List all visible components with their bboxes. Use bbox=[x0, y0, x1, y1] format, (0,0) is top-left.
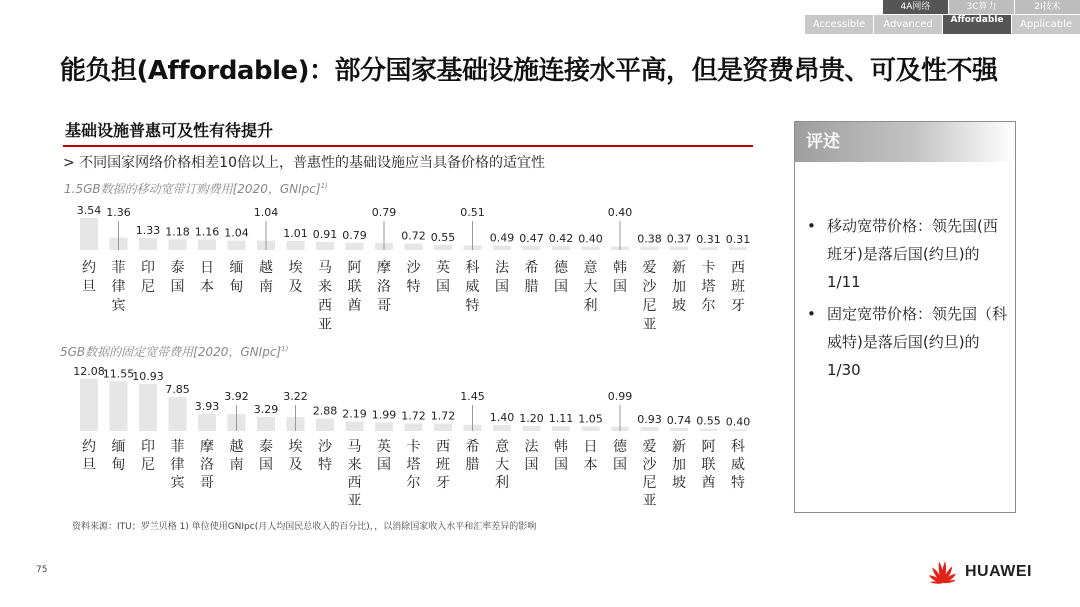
fixed-bar bbox=[729, 429, 747, 431]
mobile-broadband-price-chart bbox=[0, 200, 780, 340]
mobile-data-label: 0.79 bbox=[371, 206, 397, 219]
fixed-category-label: 甸 bbox=[111, 457, 126, 473]
mobile-category-label: 国 bbox=[170, 279, 185, 295]
fixed-category-label: 日 bbox=[583, 439, 598, 455]
fixed-category-label: 大 bbox=[495, 457, 509, 473]
fixed-broadband-price-chart bbox=[0, 362, 780, 512]
mobile-data-label: 0.55 bbox=[430, 231, 456, 245]
mobile-data-label: 0.40 bbox=[578, 232, 603, 246]
huawei-flower-icon bbox=[926, 559, 960, 585]
fixed-category-label: 沙 bbox=[318, 439, 332, 455]
fixed-category-label: 约 bbox=[82, 439, 96, 455]
fixed-bar bbox=[670, 428, 688, 431]
mobile-category-label: 塔 bbox=[701, 279, 716, 295]
mobile-data-label: 0.31 bbox=[696, 233, 721, 247]
mobile-category-label: 国 bbox=[436, 279, 450, 295]
fixed-category-label: 宾 bbox=[170, 475, 185, 491]
fixed-category-label: 缅 bbox=[111, 439, 126, 455]
mobile-data-label: 3.54 bbox=[76, 204, 102, 217]
fixed-data-label: 0.74 bbox=[666, 413, 692, 427]
mobile-category-label: 班 bbox=[731, 279, 745, 295]
fixed-category-label: 菲 bbox=[170, 439, 185, 455]
fixed-bar bbox=[198, 414, 216, 431]
fixed-category-label: 泰 bbox=[259, 439, 273, 455]
mobile-bar bbox=[169, 239, 187, 250]
fixed-bar bbox=[169, 397, 187, 431]
mobile-category-label: 阿 bbox=[347, 260, 362, 276]
mobile-bar bbox=[346, 243, 364, 250]
commentary-text: 移动宽带价格：领先国(西班牙)是落后国(约旦)的1/11 bbox=[827, 217, 998, 291]
fixed-data-label: 1.72 bbox=[401, 409, 426, 423]
mobile-bar bbox=[670, 247, 688, 250]
mobile-bar bbox=[582, 246, 600, 250]
fixed-data-label: 0.99 bbox=[607, 390, 633, 403]
fixed-category-label: 沙 bbox=[642, 457, 657, 473]
mobile-category-label: 希 bbox=[524, 260, 539, 276]
fixed-category-label: 来 bbox=[347, 457, 362, 473]
fixed-chart-footnote-ref: 1) bbox=[281, 345, 289, 353]
mobile-bar bbox=[523, 246, 541, 250]
fixed-category-label: 爱 bbox=[642, 439, 657, 455]
fixed-data-label: 2.19 bbox=[342, 407, 367, 421]
fixed-category-label: 科 bbox=[731, 439, 745, 455]
mobile-bar bbox=[287, 241, 305, 250]
fixed-data-label: 3.92 bbox=[224, 390, 249, 403]
fixed-data-label: 1.72 bbox=[430, 409, 456, 423]
fixed-category-label: 埃 bbox=[288, 439, 303, 455]
fixed-bar bbox=[80, 379, 98, 431]
fixed-data-label: 3.22 bbox=[283, 390, 308, 403]
fixed-category-label: 班 bbox=[436, 457, 450, 473]
fixed-category-label: 希 bbox=[465, 439, 480, 455]
nav-tab-affordable[interactable]: Affordable bbox=[943, 15, 1011, 34]
fixed-bar bbox=[110, 381, 128, 431]
nav-tab-advanced[interactable]: Advanced bbox=[874, 15, 942, 34]
fixed-bar bbox=[139, 384, 157, 431]
fixed-data-label: 1.11 bbox=[548, 412, 574, 426]
mobile-category-label: 沙 bbox=[642, 279, 657, 295]
fixed-category-label: 国 bbox=[613, 457, 627, 473]
mobile-category-label: 卡 bbox=[701, 260, 716, 276]
fixed-data-label: 2.88 bbox=[312, 404, 338, 418]
mobile-category-label: 亚 bbox=[642, 317, 657, 333]
mobile-category-label: 尼 bbox=[141, 279, 155, 295]
fixed-category-label: 新 bbox=[672, 439, 686, 455]
mobile-category-label: 宾 bbox=[111, 298, 126, 314]
fixed-category-label: 旦 bbox=[82, 457, 96, 473]
fixed-data-label: 3.93 bbox=[194, 400, 220, 414]
mobile-data-label: 1.04 bbox=[224, 226, 249, 240]
mobile-category-label: 亚 bbox=[318, 317, 332, 333]
mobile-category-label: 利 bbox=[583, 298, 598, 314]
fixed-category-label: 印 bbox=[141, 439, 155, 455]
section-divider bbox=[63, 145, 753, 147]
fixed-category-label: 西 bbox=[347, 475, 362, 491]
mobile-category-label: 来 bbox=[318, 279, 332, 295]
mobile-category-label: 菲 bbox=[111, 260, 126, 276]
fixed-category-label: 西 bbox=[436, 439, 450, 455]
fixed-category-label: 洛 bbox=[200, 457, 214, 473]
mobile-bar bbox=[405, 243, 423, 250]
mobile-category-label: 约 bbox=[82, 260, 96, 276]
fixed-category-label: 越 bbox=[229, 439, 244, 455]
nav-tab-accessible[interactable]: Accessible bbox=[805, 15, 873, 34]
fixed-bar bbox=[257, 417, 275, 431]
mobile-category-label: 加 bbox=[672, 279, 686, 295]
fixed-bar bbox=[434, 424, 452, 431]
fixed-category-label: 马 bbox=[347, 439, 362, 455]
fixed-data-label: 12.08 bbox=[73, 365, 105, 378]
mobile-bar bbox=[700, 247, 718, 250]
fixed-category-label: 亚 bbox=[642, 493, 657, 509]
mobile-category-label: 韩 bbox=[613, 260, 627, 276]
mobile-bar bbox=[434, 245, 452, 250]
mobile-category-label: 腊 bbox=[524, 279, 539, 295]
fixed-category-label: 特 bbox=[318, 457, 332, 473]
fixed-data-label: 11.55 bbox=[102, 367, 135, 381]
mobile-category-label: 南 bbox=[259, 279, 273, 295]
fixed-bar bbox=[552, 426, 570, 431]
commentary-item bbox=[805, 212, 1010, 296]
mobile-data-label: 0.49 bbox=[489, 231, 515, 245]
fixed-category-label: 国 bbox=[554, 457, 568, 473]
mobile-data-label: 0.47 bbox=[519, 231, 544, 245]
fixed-category-label: 法 bbox=[524, 439, 539, 455]
fixed-category-label: 腊 bbox=[465, 457, 480, 473]
fixed-category-label: 哥 bbox=[200, 475, 214, 491]
mobile-category-label: 威 bbox=[465, 279, 480, 295]
fixed-data-label: 0.40 bbox=[725, 415, 751, 429]
fixed-category-label: 南 bbox=[229, 457, 244, 473]
fixed-category-label: 尼 bbox=[141, 457, 155, 473]
mobile-category-label: 西 bbox=[318, 298, 332, 314]
fixed-category-label: 英 bbox=[377, 439, 391, 455]
mobile-category-label: 大 bbox=[583, 279, 598, 295]
fixed-bar bbox=[700, 429, 718, 431]
fixed-bar bbox=[346, 422, 364, 431]
commentary-item bbox=[805, 300, 1010, 384]
mobile-category-label: 埃 bbox=[288, 260, 303, 276]
fixed-category-label: 阿 bbox=[701, 439, 716, 455]
nav-tab-applicable[interactable]: Applicable bbox=[1012, 15, 1080, 34]
mobile-category-label: 法 bbox=[495, 260, 509, 276]
mobile-category-label: 特 bbox=[406, 279, 421, 295]
mobile-bar bbox=[139, 238, 157, 250]
nav-tab-network[interactable]: 4A网络 bbox=[883, 0, 948, 14]
mobile-category-label: 泰 bbox=[170, 260, 185, 276]
nav-tab-compute[interactable]: 3C算力 bbox=[949, 0, 1014, 14]
fixed-data-label: 0.93 bbox=[637, 412, 662, 426]
bullet-icon: • bbox=[807, 217, 816, 235]
fixed-category-label: 加 bbox=[672, 457, 686, 473]
fixed-category-label: 卡 bbox=[406, 439, 421, 455]
mobile-category-label: 国 bbox=[554, 279, 568, 295]
mobile-category-label: 特 bbox=[465, 298, 480, 314]
commentary-list bbox=[805, 212, 1010, 388]
mobile-bar bbox=[729, 247, 747, 250]
mobile-data-label: 1.33 bbox=[135, 223, 161, 237]
mobile-data-label: 1.18 bbox=[165, 225, 190, 239]
mobile-bar bbox=[228, 241, 246, 250]
mobile-category-label: 律 bbox=[111, 279, 126, 295]
mobile-data-label: 0.42 bbox=[548, 232, 574, 246]
source-note: 资料来源：ITU；罗兰贝格 1) 单位使用GNIpc(月人均国民总收入的百分比)，，以消除国家收入水平和汇率差异的影响 bbox=[72, 522, 537, 532]
mobile-chart-title bbox=[64, 180, 328, 197]
fixed-category-label: 尼 bbox=[642, 475, 657, 491]
nav-secondary-tabs bbox=[804, 15, 1080, 34]
fixed-data-label: 10.93 bbox=[132, 369, 164, 383]
fixed-data-label: 1.99 bbox=[371, 408, 397, 422]
mobile-category-label: 旦 bbox=[82, 279, 96, 295]
fixed-category-label: 韩 bbox=[554, 439, 568, 455]
mobile-data-label: 1.01 bbox=[283, 226, 308, 240]
fixed-category-label: 国 bbox=[377, 457, 391, 473]
section-subtitle: > 不同国家网络价格相差10倍以上，普惠性的基础设施应当具备价格的适宜性 bbox=[63, 155, 545, 171]
fixed-category-label: 律 bbox=[170, 457, 185, 473]
fixed-category-label: 酋 bbox=[701, 475, 716, 491]
nav-primary-tabs bbox=[802, 0, 1080, 14]
commentary-panel bbox=[794, 121, 1016, 513]
mobile-data-label: 0.37 bbox=[666, 232, 692, 246]
fixed-category-label: 国 bbox=[524, 457, 539, 473]
fixed-bar bbox=[375, 422, 393, 431]
fixed-bar bbox=[405, 424, 423, 431]
mobile-category-label: 缅 bbox=[229, 260, 244, 276]
fixed-category-label: 威 bbox=[731, 457, 745, 473]
fixed-bar bbox=[641, 427, 659, 431]
mobile-bar bbox=[552, 246, 570, 250]
mobile-category-label: 英 bbox=[436, 260, 450, 276]
fixed-category-label: 利 bbox=[495, 475, 509, 491]
fixed-bar bbox=[316, 419, 334, 431]
mobile-data-label: 0.31 bbox=[725, 233, 751, 247]
mobile-category-label: 爱 bbox=[642, 260, 657, 276]
fixed-bar bbox=[582, 426, 600, 431]
mobile-chart-title-text: 1.5GB数据的移动宽带订购费用[2020，GNIpc] bbox=[64, 182, 321, 196]
fixed-category-label: 摩 bbox=[200, 439, 214, 455]
mobile-data-label: 0.79 bbox=[342, 228, 367, 242]
mobile-category-label: 国 bbox=[613, 279, 627, 295]
mobile-category-label: 新 bbox=[672, 260, 686, 276]
commentary-text: 固定宽带价格：领先国（科威特)是落后国(约旦)的1/30 bbox=[827, 305, 1008, 379]
mobile-bar bbox=[316, 242, 334, 250]
top-navigation bbox=[802, 0, 1080, 30]
page-title: 能负担(Affordable)：部分国家基础设施连接水平高，但是资费昂贵、可及性不强 bbox=[60, 56, 998, 86]
fixed-category-label: 牙 bbox=[436, 475, 450, 491]
mobile-category-label: 牙 bbox=[731, 298, 745, 314]
mobile-category-label: 日 bbox=[200, 260, 214, 276]
fixed-bar bbox=[493, 425, 511, 431]
mobile-data-label: 0.38 bbox=[637, 232, 662, 246]
mobile-data-label: 0.40 bbox=[607, 206, 633, 219]
bullet-icon: • bbox=[807, 305, 816, 323]
mobile-category-label: 摩 bbox=[377, 260, 391, 276]
mobile-data-label: 0.72 bbox=[401, 229, 426, 243]
mobile-category-label: 越 bbox=[259, 260, 273, 276]
fixed-category-label: 特 bbox=[731, 475, 745, 491]
fixed-category-label: 德 bbox=[613, 439, 627, 455]
nav-tab-tech[interactable]: 2I技术 bbox=[1015, 0, 1080, 14]
fixed-category-label: 塔 bbox=[406, 457, 421, 473]
fixed-category-label: 亚 bbox=[347, 493, 362, 509]
fixed-bar bbox=[523, 426, 541, 431]
mobile-category-label: 甸 bbox=[229, 279, 244, 295]
fixed-category-label: 本 bbox=[583, 457, 598, 473]
mobile-data-label: 1.16 bbox=[194, 225, 220, 239]
mobile-bar bbox=[198, 240, 216, 250]
section-title: 基础设施普惠可及性有待提升 bbox=[65, 121, 274, 140]
mobile-category-label: 本 bbox=[200, 279, 214, 295]
mobile-category-label: 尼 bbox=[642, 298, 657, 314]
fixed-data-label: 3.29 bbox=[253, 402, 279, 416]
mobile-data-label: 1.04 bbox=[253, 206, 279, 219]
mobile-category-label: 洛 bbox=[377, 279, 391, 295]
mobile-category-label: 国 bbox=[495, 279, 509, 295]
fixed-category-label: 坡 bbox=[672, 475, 686, 491]
logo-text: HUAWEI bbox=[965, 563, 1032, 580]
mobile-category-label: 联 bbox=[347, 279, 362, 295]
fixed-category-label: 尔 bbox=[406, 475, 421, 491]
fixed-data-label: 1.05 bbox=[578, 412, 603, 426]
mobile-data-label: 0.51 bbox=[460, 206, 485, 219]
fixed-chart-title-text: 5GB数据的固定宽带费用[2020，GNIpc] bbox=[60, 345, 282, 359]
mobile-category-label: 酋 bbox=[347, 298, 362, 314]
fixed-category-label: 联 bbox=[701, 457, 716, 473]
mobile-category-label: 坡 bbox=[672, 298, 686, 314]
commentary-header: 评述 bbox=[795, 122, 1015, 162]
fixed-category-label: 及 bbox=[288, 457, 303, 473]
fixed-data-label: 7.85 bbox=[165, 383, 190, 397]
mobile-bar bbox=[493, 246, 511, 250]
mobile-category-label: 意 bbox=[583, 260, 598, 276]
mobile-category-label: 尔 bbox=[701, 298, 716, 314]
mobile-category-label: 科 bbox=[465, 260, 480, 276]
fixed-chart-title bbox=[60, 343, 288, 360]
mobile-data-label: 0.91 bbox=[312, 227, 338, 241]
page-number: 75 bbox=[36, 565, 48, 575]
mobile-bar bbox=[641, 247, 659, 250]
mobile-chart-footnote-ref: 1) bbox=[320, 182, 328, 190]
mobile-data-label: 1.36 bbox=[106, 206, 131, 219]
fixed-category-label: 意 bbox=[495, 439, 509, 455]
mobile-category-label: 印 bbox=[141, 260, 155, 276]
fixed-data-label: 1.20 bbox=[519, 411, 544, 425]
fixed-category-label: 国 bbox=[259, 457, 273, 473]
fixed-data-label: 1.40 bbox=[489, 410, 515, 424]
mobile-category-label: 马 bbox=[318, 260, 332, 276]
fixed-data-label: 0.55 bbox=[696, 414, 721, 428]
huawei-logo bbox=[926, 559, 1032, 585]
mobile-category-label: 哥 bbox=[377, 298, 391, 314]
mobile-category-label: 沙 bbox=[406, 260, 421, 276]
mobile-category-label: 及 bbox=[288, 279, 303, 295]
mobile-category-label: 德 bbox=[554, 260, 568, 276]
mobile-bar bbox=[80, 218, 98, 250]
fixed-data-label: 1.45 bbox=[460, 390, 485, 403]
mobile-category-label: 西 bbox=[731, 260, 745, 276]
